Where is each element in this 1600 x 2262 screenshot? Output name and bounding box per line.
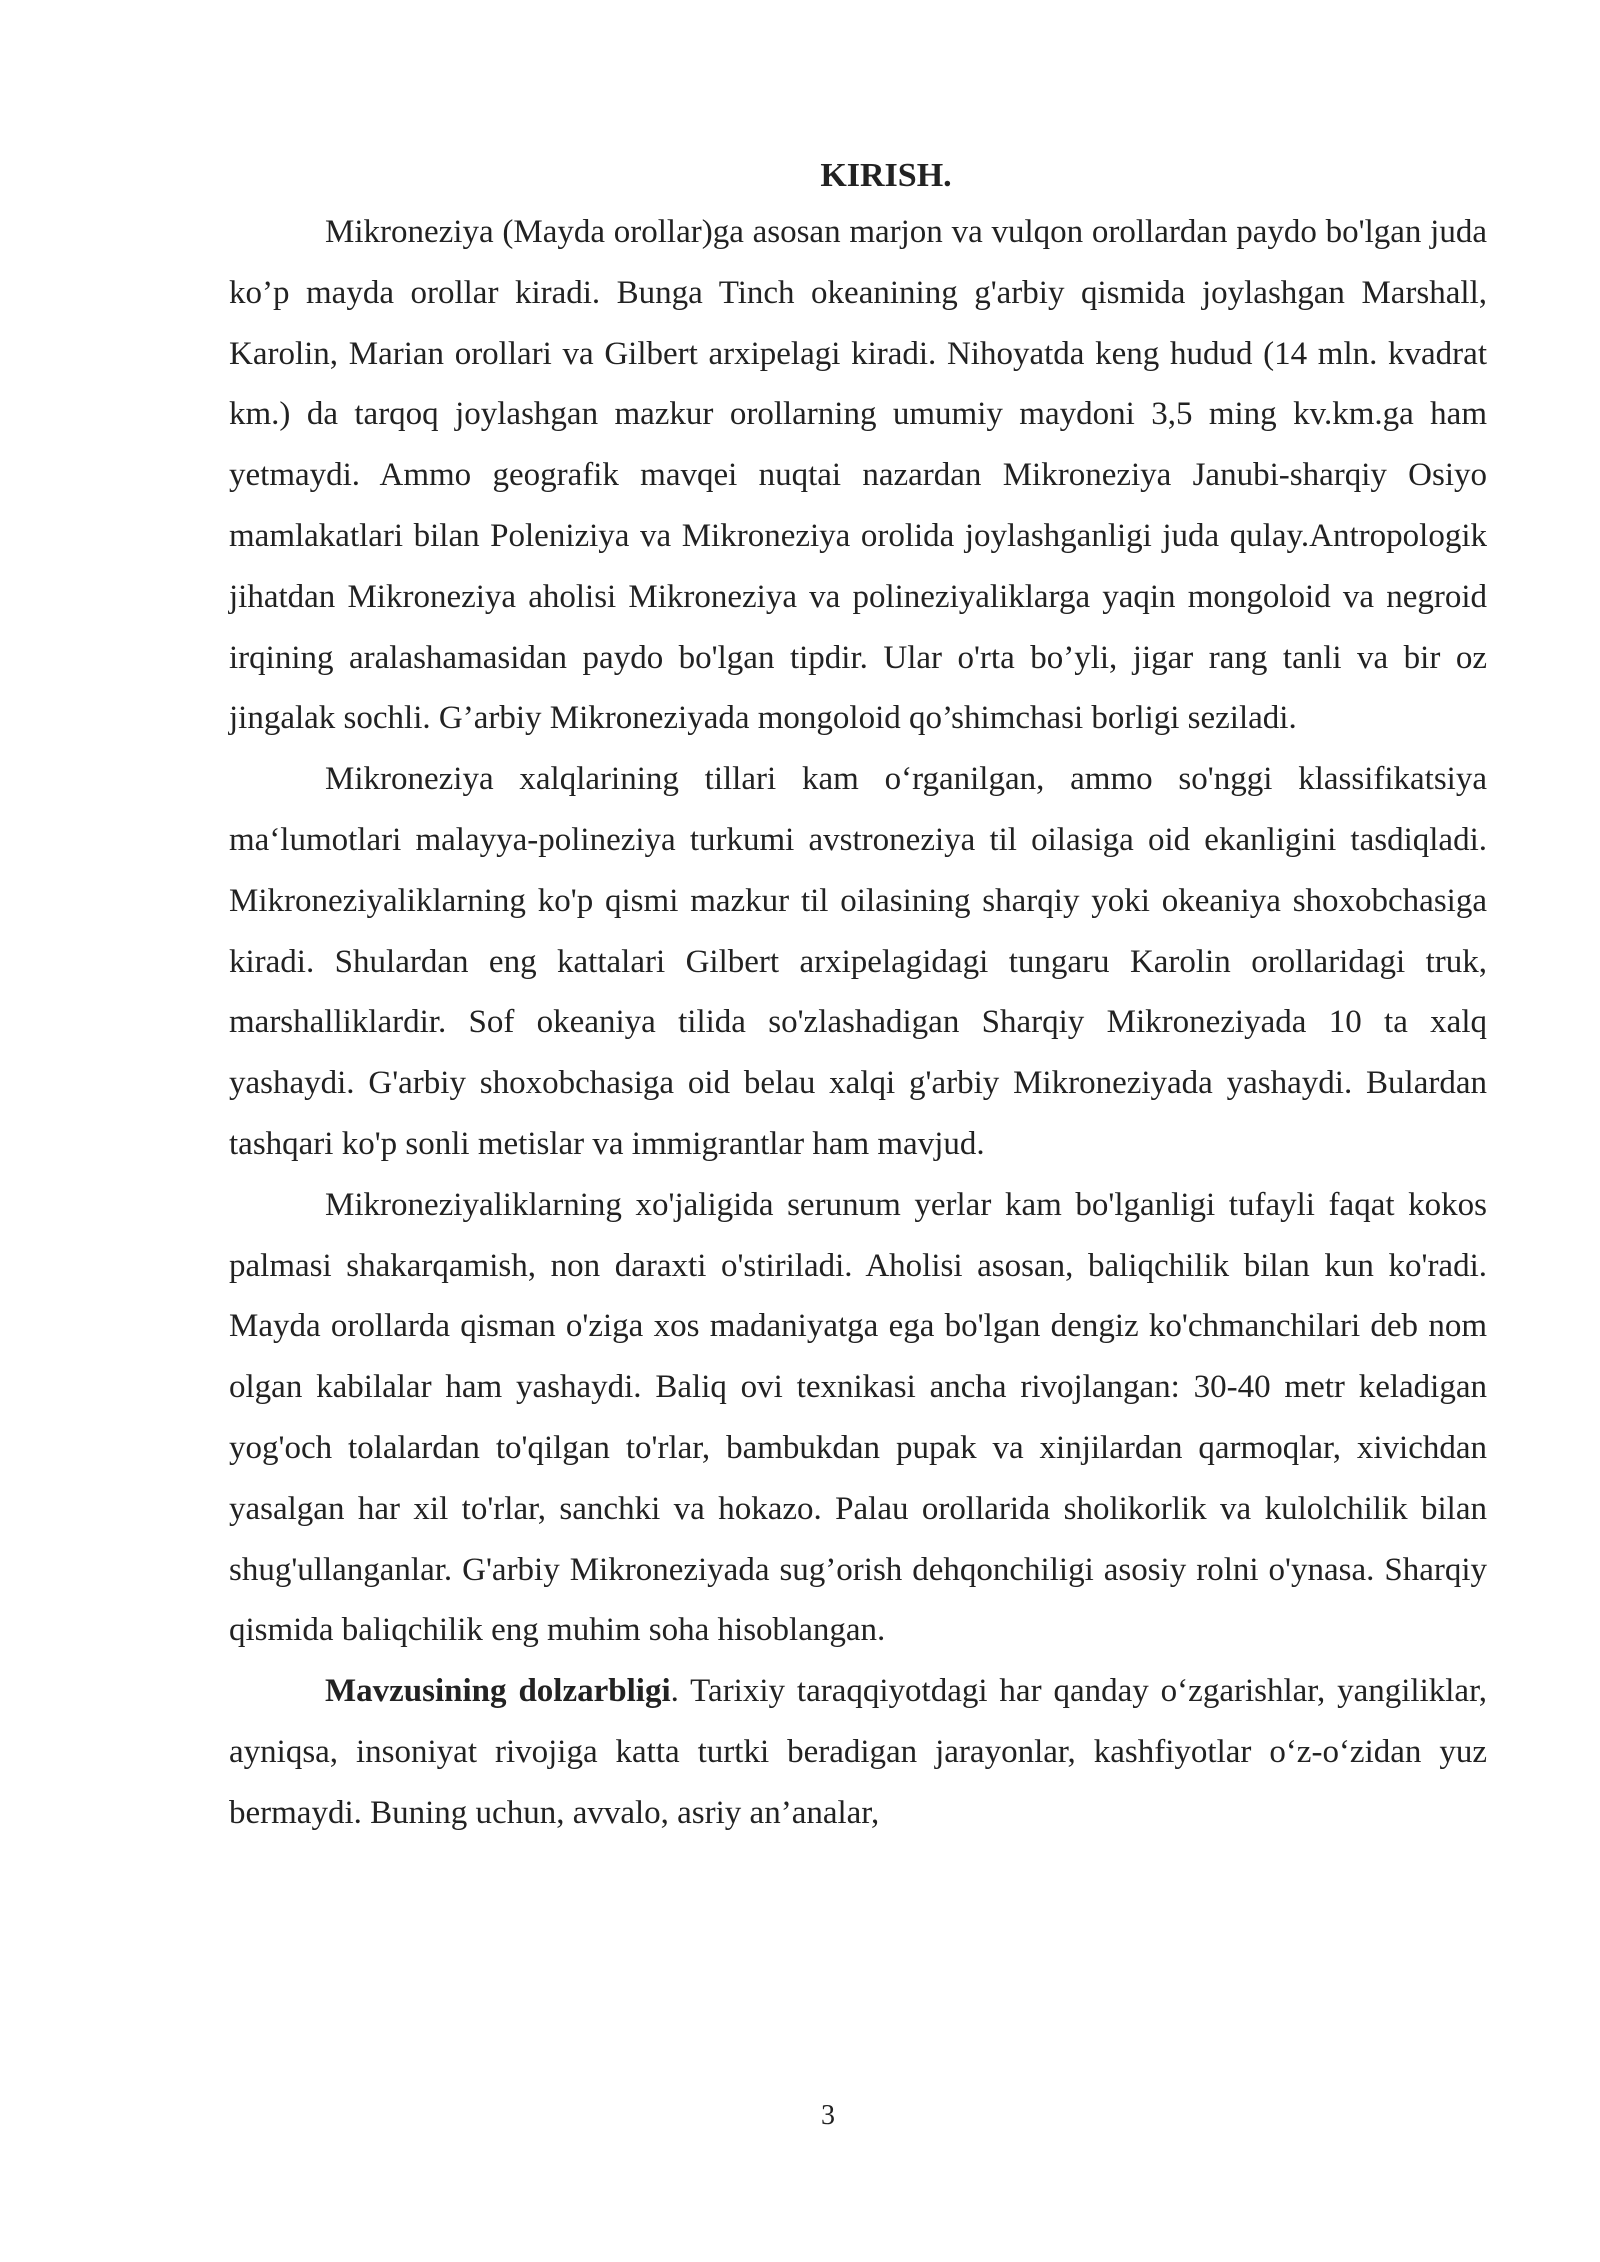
document-page [229,150,1487,1844]
paragraph-economy: Mikroneziyaliklarning xo'jaligida serunum yerlar kam bo'lganligi tufayli faqat kokos palmasi shakarqamish, non daraxti o'stiriladi. Aholisi asosan, baliqchilik bilan kun ko'radi. Mayda orollarda qisman o'ziga xos madaniyatga ega bo'lgan dengiz ko'chmanchilari deb nom olgan kabilalar ham yashaydi. Baliq ovi texnikasi ancha rivojlangan: 30-40 metr keladigan yog'och tolalardan to'qilgan to'rlar, bambukdan pupak va xinjilardan qarmoqlar, xivichdan yasalgan har xil to'rlar, sanchki va hokazo. Palau orollarida sholikorlik va kulolchilik bilan shug'ullanganlar. G'arbiy Mikroneziyada sug’orish dehqonchiligi asosiy rolni o'ynasa. Sharqiy qismida baliqchilik eng muhim soha hisoblangan. [229,1186,1487,1649]
paragraph-languages: Mikroneziya xalqlarining tillari kam o‘rganilgan, ammo so'nggi klassifikatsiya ma‘lumotlari malayya-polineziya turkumi avstroneziya til oilasiga oid ekanligini tasdiqladi. Mikroneziyaliklarning ko'p qismi mazkur til oilasining sharqiy yoki okeaniya shoxobchasiga kiradi. Shulardan eng kattalari Gilbert arxipelagidagi tungaru Karolin orollaridagi truk, marshalliklardir. Sof okeaniya tilida so'zlashadigan Sharqiy Mikroneziyada 10 ta xalq yashaydi. G'arbiy shoxobchasiga oid belau xalqi g'arbiy Mikroneziyada yashaydi. Bulardan tashqari ko'p sonli metislar va immigrantlar ham mavjud. [229,761,1487,1162]
relevance-text: . Tarixiy taraqqiyotdagi har qanday o‘zgarishlar, yangiliklar, ayniqsa, insoniyat rivojiga katta turtki beradigan jarayonlar, kashfiyotlar o‘z-o‘zidan yuz bermaydi. Buning uchun, avvalo, asriy an’analar, [229,1673,1487,1831]
page-number: 3 [821,2100,835,2131]
relevance-heading: Mavzusining dolzarbligi [325,1673,671,1710]
paragraph-intro: Mikroneziya (Mayda orollar)ga asosan marjon va vulqon orollardan paydo bo'lgan juda ko’p mayda orollar kiradi. Bunga Tinch okeanining g'arbiy qismida joylashgan Marshall, Karolin, Marian orollari va Gilbert arxipelagi kiradi. Nihoyatda keng hudud (14 mln. kvadrat km.) da tarqoq joylashgan mazkur orollarning umumiy maydoni 3,5 ming kv.km.ga ham yetmaydi. Ammo geografik mavqei nuqtai nazardan Mikroneziya Janubi-sharqiy Osiyo mamlakatlari bilan Poleniziya va Mikroneziya orolida joylashganligi juda qulay.Antropologik jihatdan Mikroneziya aholisi Mikroneziya va polineziyaliklarga yaqin mongoloid va negroid irqining aralashamasidan paydo bo'lgan tipdir. Ular o'rta bo’yli, jigar rang tanli va bir oz jingalak sochli. G’arbiy Mikroneziyada mongoloid qo’shimchasi borligi seziladi. [229,214,1487,737]
document-title: KIRISH. [820,157,952,194]
paragraph-relevance [229,1661,1487,1843]
